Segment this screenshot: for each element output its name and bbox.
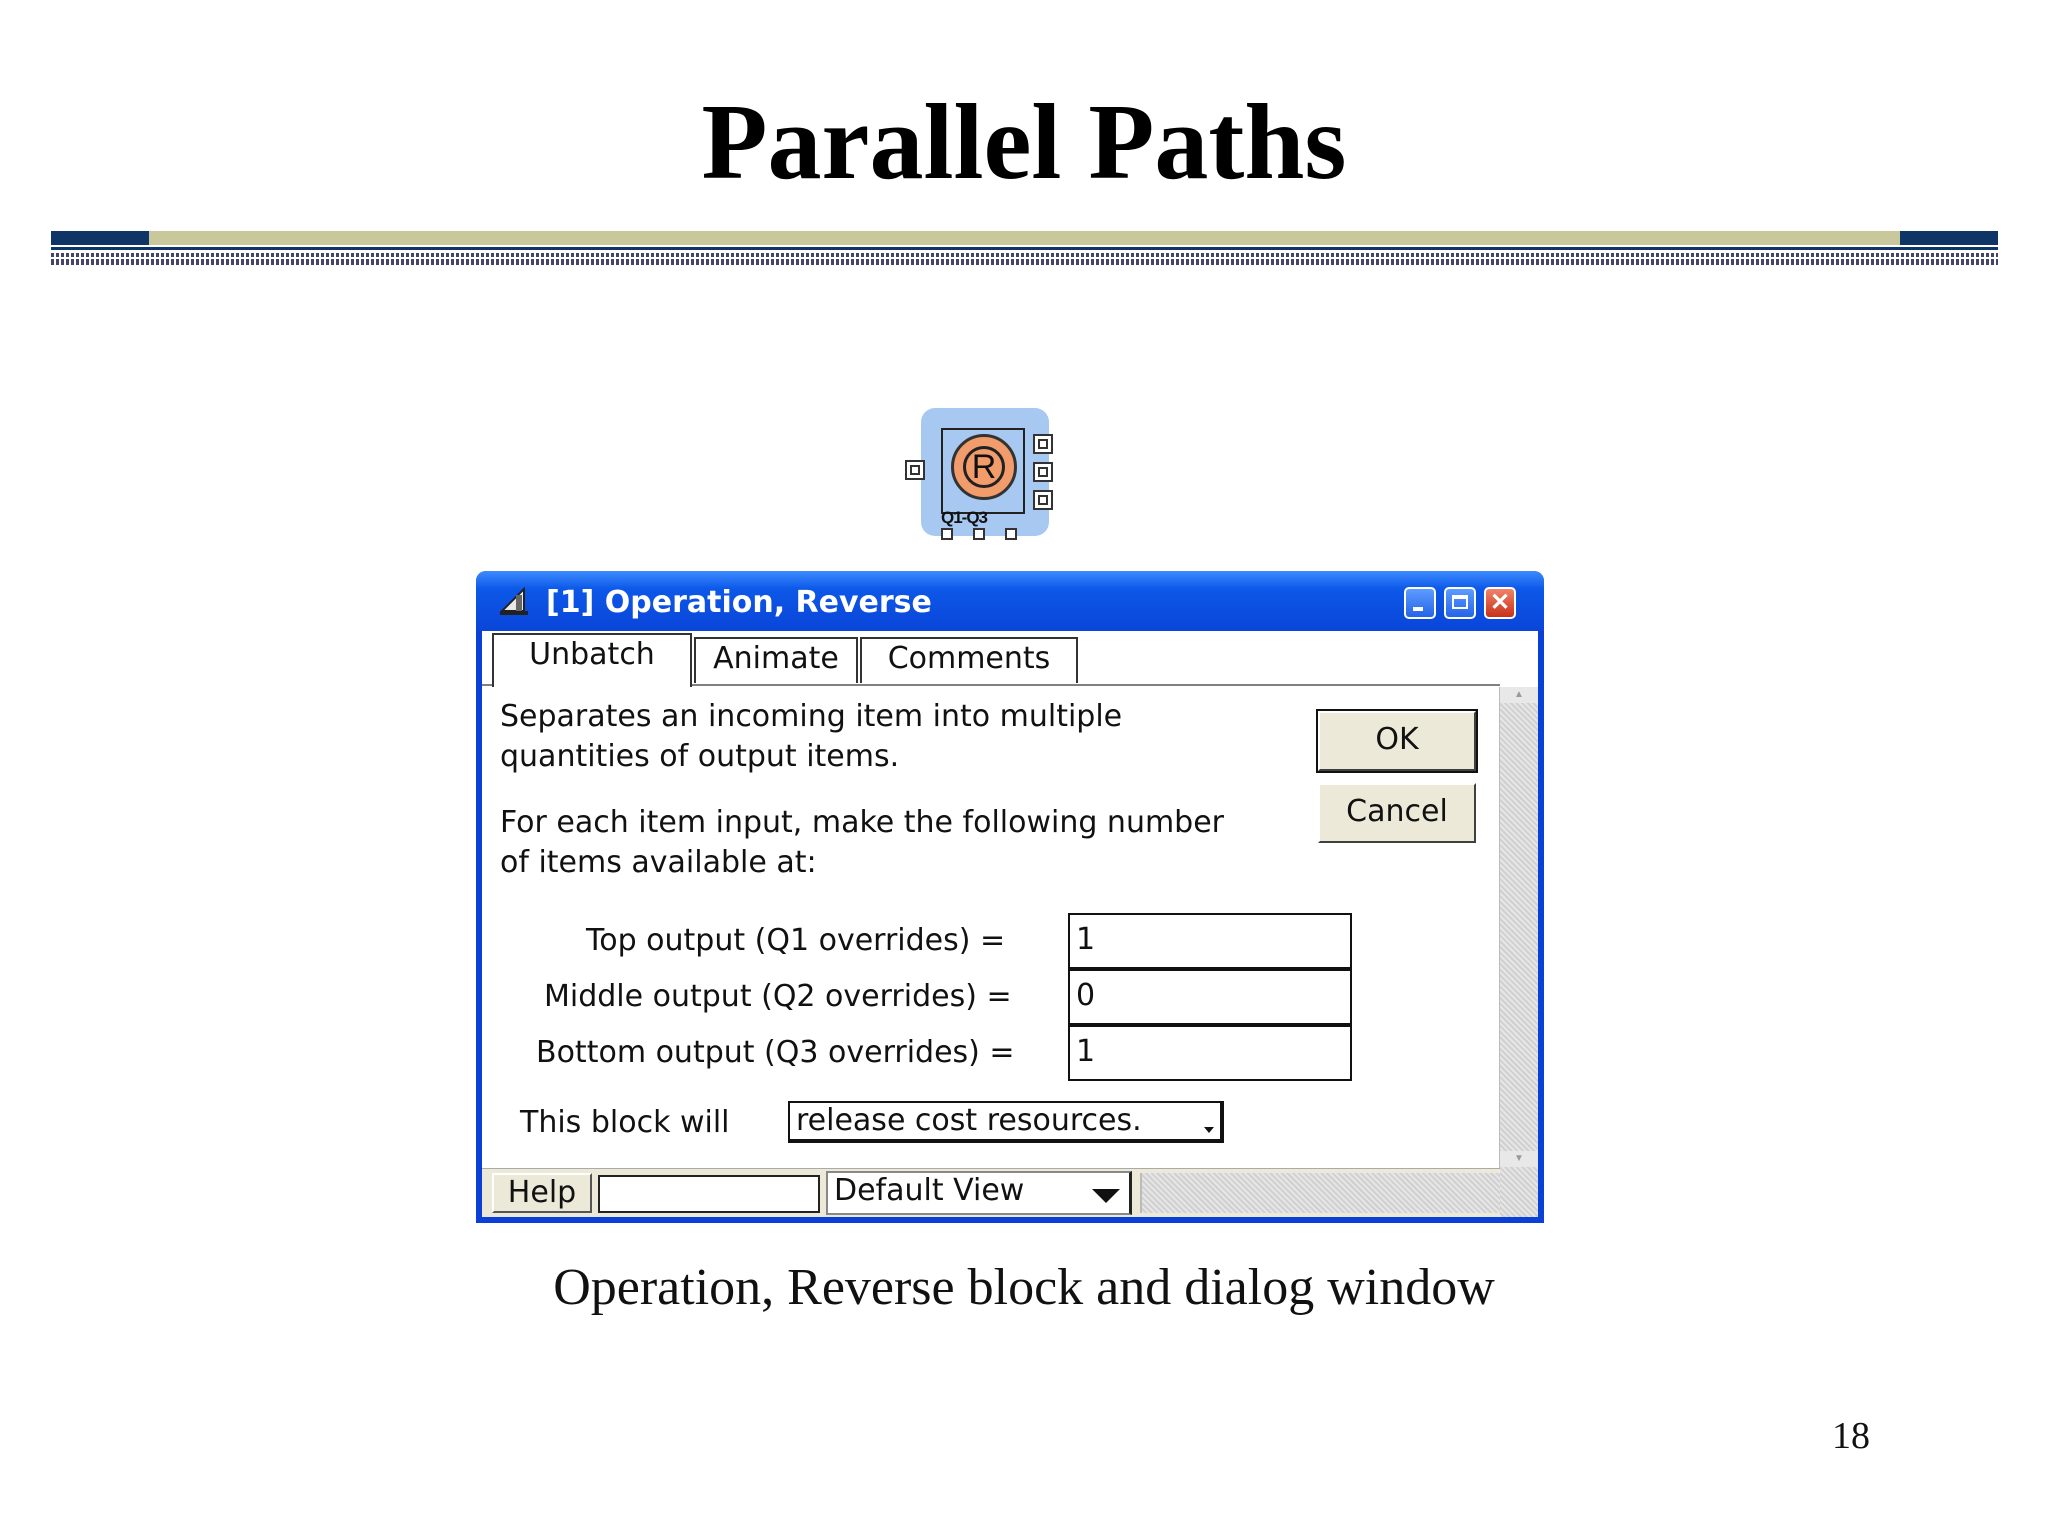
description-line-1: Separates an incoming item into multiple [500,699,1123,734]
title-divider [51,229,1998,277]
input-connector-icon[interactable] [905,460,925,480]
block-will-select-value: release cost resources. [796,1103,1142,1138]
dialog-title: [1] Operation, Reverse [546,585,932,620]
help-button[interactable]: Help [492,1173,592,1213]
middle-output-field[interactable]: 0 [1068,969,1352,1025]
horizontal-scrollbar[interactable] [1140,1173,1500,1213]
view-select[interactable] [826,1171,1132,1215]
close-icon: ✕ [1489,589,1511,616]
block-will-label: This block will [520,1105,730,1140]
page-number: 18 [1832,1415,1870,1457]
scroll-up-icon[interactable]: ▲ [1500,687,1538,703]
dialog-client-area [482,631,1538,1217]
chevron-down-icon [1091,1187,1121,1205]
bottom-output-connector-icon[interactable] [1033,490,1053,510]
bottom-output-label: Bottom output (Q3 overrides) = [536,1035,1015,1070]
maximize-button[interactable] [1444,587,1476,619]
block-will-select[interactable] [788,1101,1224,1143]
operation-reverse-block-icon[interactable] [905,404,1061,540]
q2-connector-icon[interactable] [973,528,985,540]
ok-button[interactable]: OK [1318,711,1476,771]
slide-caption: Operation, Reverse block and dialog window [553,1259,1495,1316]
top-output-label: Top output (Q1 overrides) = [586,923,1006,958]
q1-connector-icon[interactable] [941,528,953,540]
tab-animate[interactable]: Animate [694,637,858,683]
instruction-line-1: For each item input, make the following number [500,805,1225,840]
dialog-window [476,571,1544,1223]
help-field[interactable] [598,1175,820,1213]
bottom-output-field[interactable]: 1 [1068,1025,1352,1081]
middle-output-connector-icon[interactable] [1033,462,1053,482]
cancel-button[interactable]: Cancel [1318,783,1476,843]
minimize-button[interactable] [1404,587,1436,619]
vertical-scrollbar[interactable] [1499,687,1538,1217]
instruction-line-2: of items available at: [500,845,817,880]
top-output-connector-icon[interactable] [1033,434,1053,454]
block-dialog-icon [498,587,530,617]
view-select-value: Default View [834,1173,1025,1208]
description-line-2: quantities of output items. [500,739,900,774]
block-symbol: R [963,446,1005,488]
maximize-icon [1452,595,1468,609]
dropdown-arrow-icon [1202,1125,1216,1135]
close-button[interactable] [1484,587,1516,619]
dialog-titlebar[interactable] [476,571,1544,631]
minimize-icon [1413,607,1423,611]
dialog-bottom-bar [482,1168,1500,1217]
middle-output-label: Middle output (Q2 overrides) = [544,979,1012,1014]
q3-connector-icon[interactable] [1005,528,1017,540]
top-output-field[interactable]: 1 [1068,913,1352,969]
scroll-down-icon[interactable]: ▼ [1500,1151,1538,1167]
block-label: Q1-Q3 [941,508,988,527]
slide-title: Parallel Paths [701,83,1347,202]
tab-comments[interactable]: Comments [860,637,1078,683]
tab-unbatch[interactable]: Unbatch [492,633,692,687]
